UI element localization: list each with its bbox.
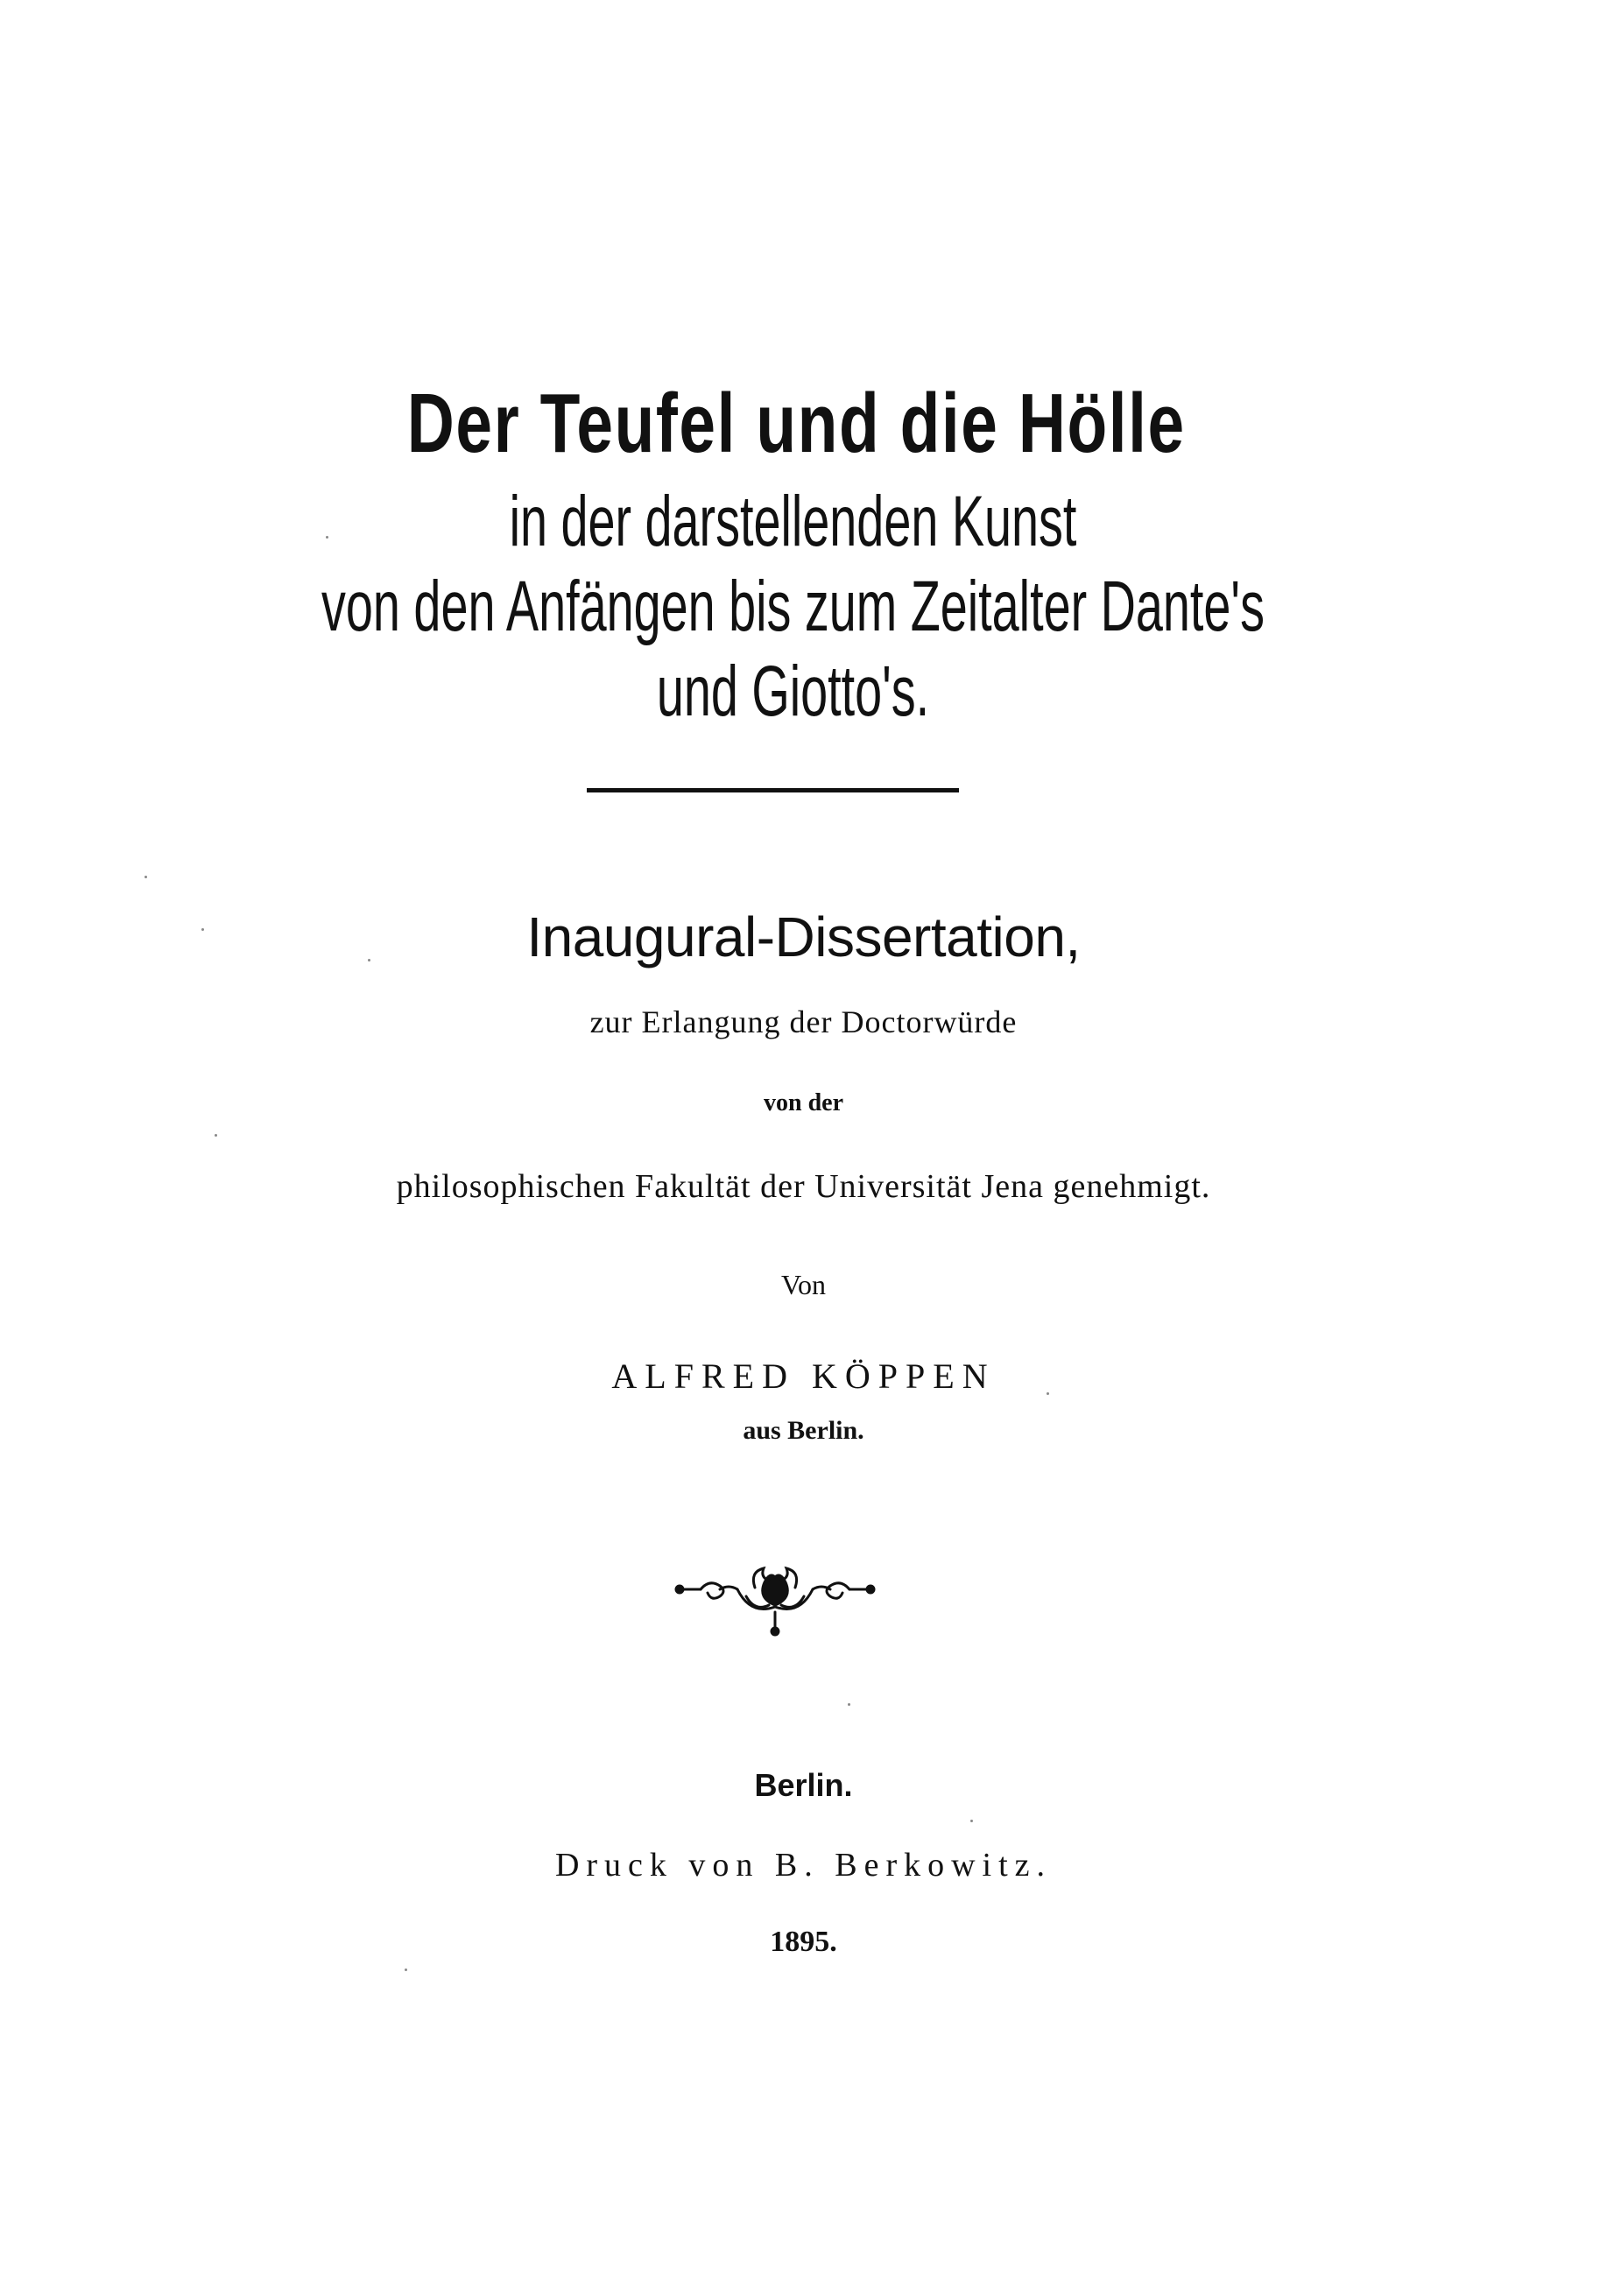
print-speck: [368, 959, 370, 961]
dissertation-from: von der: [764, 1089, 843, 1116]
print-speck: [970, 1820, 973, 1822]
print-speck: [215, 1134, 217, 1137]
ornament-icon: [674, 1554, 876, 1637]
imprint-printer: Druck von B. Berkowitz.: [554, 1847, 1053, 1884]
print-speck: [405, 1969, 407, 1971]
author-by: Von: [781, 1269, 826, 1300]
print-speck: [1047, 1392, 1049, 1395]
print-speck: [848, 1703, 850, 1706]
author-name: ALFRED KÖPPEN: [611, 1356, 996, 1396]
subtitle-line-1: in der darstellenden Kunst: [509, 482, 1077, 561]
divider-rule: [587, 788, 959, 792]
subtitle-line-3: und Giotto's.: [656, 651, 930, 731]
author-origin: aus Berlin.: [743, 1416, 864, 1445]
subtitle-line-2: von den Anfängen bis zum Zeitalter Dante's: [321, 567, 1265, 646]
imprint-year: 1895.: [770, 1926, 837, 1958]
print-speck: [144, 876, 147, 878]
faculty-line: philosophischen Fakultät der Universität Jena genehmigt.: [396, 1168, 1211, 1205]
print-speck: [326, 536, 328, 539]
dissertation-heading: Inaugural-Dissertation,: [526, 905, 1081, 968]
main-title: Der Teufel und die Hölle: [406, 377, 1186, 470]
imprint-place: Berlin.: [754, 1767, 853, 1803]
dissertation-purpose: zur Erlangung der Doctorwürde: [589, 1004, 1018, 1039]
print-speck: [201, 928, 204, 931]
